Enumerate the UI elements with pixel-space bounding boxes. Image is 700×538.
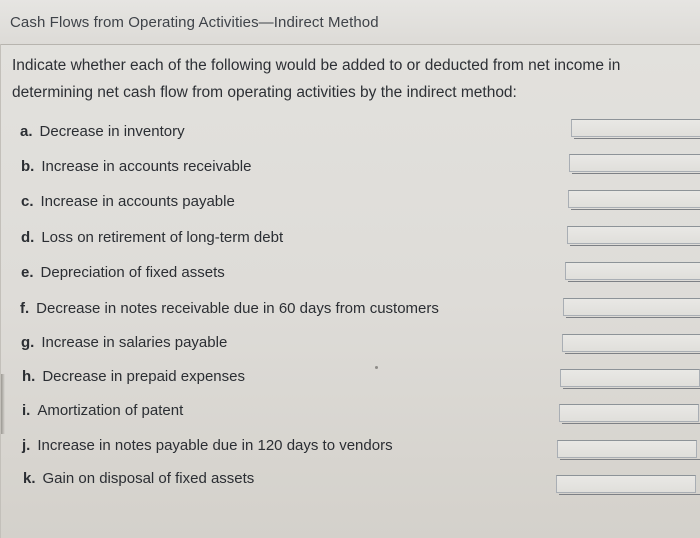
item-text: Decrease in prepaid expenses (42, 368, 245, 385)
item-letter: j. (22, 437, 31, 454)
item-letter: c. (21, 193, 34, 210)
item-d (21, 229, 283, 246)
item-text: Decrease in notes receivable due in 60 days from customers (36, 300, 439, 317)
answer-input-a[interactable] (571, 119, 700, 137)
item-text: Gain on disposal of fixed assets (42, 470, 255, 487)
item-a (20, 123, 185, 140)
item-text: Depreciation of fixed assets (40, 264, 225, 281)
item-text: Increase in accounts payable (40, 193, 235, 210)
item-letter: i. (22, 402, 31, 419)
item-letter: b. (21, 158, 35, 175)
answer-input-b[interactable] (569, 154, 700, 172)
item-g (21, 334, 227, 351)
item-text: Amortization of patent (37, 402, 184, 419)
stray-mark (375, 366, 378, 369)
item-f (20, 300, 439, 317)
item-text: Increase in notes payable due in 120 days to vendors (37, 437, 393, 454)
item-e (21, 264, 225, 281)
answer-input-j[interactable] (557, 440, 697, 458)
answer-input-i[interactable] (559, 404, 699, 422)
problem-content (0, 44, 700, 538)
answer-input-e[interactable] (565, 262, 700, 280)
answer-input-d[interactable] (567, 226, 700, 244)
answer-input-c[interactable] (568, 190, 700, 208)
problem-title: Cash Flows from Operating Activities—Indirect Method (10, 14, 379, 31)
item-text: Loss on retirement of long-term debt (41, 229, 284, 246)
answer-input-f[interactable] (563, 298, 700, 316)
item-j (22, 437, 393, 454)
problem-header (0, 0, 700, 45)
item-k (23, 470, 254, 487)
item-letter: f. (20, 300, 30, 317)
answer-input-h[interactable] (560, 369, 700, 387)
item-c (21, 193, 235, 210)
item-b (21, 158, 251, 175)
item-text: Increase in salaries payable (41, 334, 228, 351)
item-letter: g. (21, 334, 35, 351)
item-text: Increase in accounts receivable (41, 158, 252, 175)
item-letter: k. (23, 470, 36, 487)
item-i (22, 402, 183, 419)
instructions-text: Indicate whether each of the following would be added to or deducted from net income in determining net cash flow from operating activities by the indirect method: (12, 57, 621, 101)
answer-input-k[interactable] (556, 475, 696, 493)
answer-input-g[interactable] (562, 334, 700, 352)
item-h (22, 368, 245, 385)
item-letter: e. (21, 264, 34, 281)
item-letter: d. (21, 229, 35, 246)
item-letter: h. (22, 368, 36, 385)
edge-shadow (1, 374, 5, 434)
item-letter: a. (20, 123, 33, 140)
item-text: Decrease in inventory (39, 123, 185, 140)
